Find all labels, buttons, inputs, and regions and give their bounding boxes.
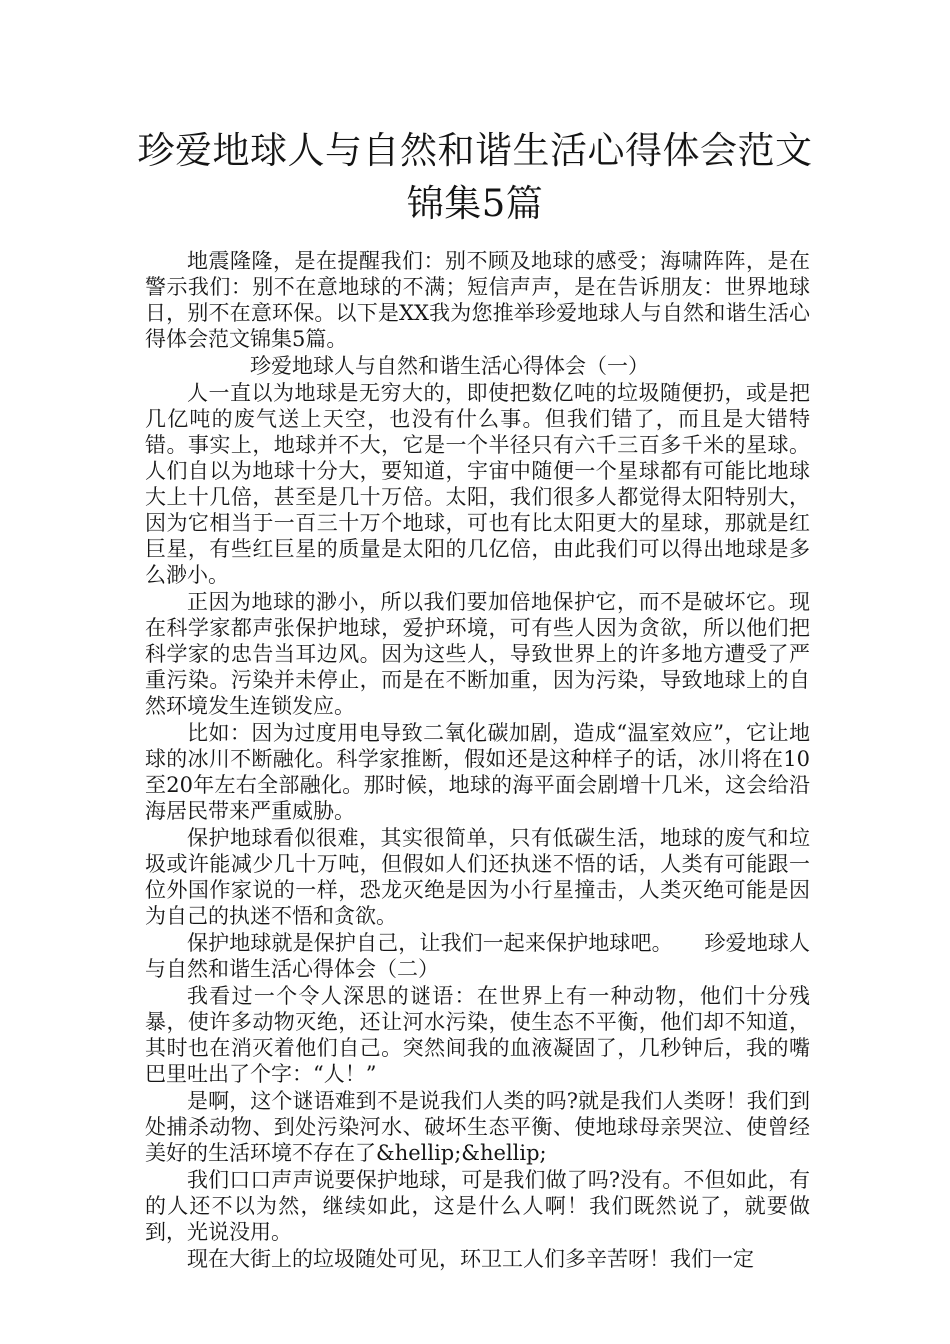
body-paragraph-truncated: 现在大街上的垃圾随处可见，环卫工人们多辛苦呀！我们一定 (187, 1247, 754, 1271)
document-title (130, 124, 820, 230)
body-paragraph: 正因为地球的渺小，所以我们要加倍地保护它，而不是破坏它。现在科学家都声张保护地球，爱护环境，可有些人因为贪欲，所以他们把科学家的忠告当耳边风。因为这些人，导致世界上的许多地方遭受了严重污染。污染并未停止，而是在不断加重，因为污染，导致地球上的自然环境发生连锁发应。 (145, 590, 810, 718)
body-paragraph: 我们口口声声说要保护地球，可是我们做了吗?没有。不但如此，有的人还不以为然，继续如此，这是什么人啊！我们既然说了，就要做到，光说没用。 (145, 1168, 810, 1244)
body-paragraph: 是啊，这个谜语难到不是说我们人类的吗?就是我们人类呀！我们到处捕杀动物、到处污染河水、破坏生态平衡、使地球母亲哭泣、使曾经美好的生活环境不存在了&hellip;&hellip; (145, 1089, 810, 1165)
body-paragraph: 保护地球看似很难，其实很简单，只有低碳生活，地球的废气和垃圾或许能减少几十万吨，但假如人们还执迷不悟的话，人类有可能跟一位外国作家说的一样，恐龙灭绝是因为小行星撞击，人类灭绝可能是因为自己的执迷不悟和贪欲。 (145, 826, 810, 928)
title-line-2: 锦集5篇 (406, 182, 544, 225)
document-body (145, 248, 810, 1273)
body-paragraph-with-heading-2: 保护地球就是保护自己，让我们一起来保护地球吧。 珍爱地球人与自然和谐生活心得体会（二） (145, 931, 810, 981)
section-heading-1: 珍爱地球人与自然和谐生活心得体会（一） (250, 354, 649, 378)
title-line-1: 珍爱地球人与自然和谐生活心得体会范文 (137, 129, 813, 172)
body-paragraph: 比如：因为过度用电导致二氧化碳加剧，造成“温室效应”，它让地球的冰川不断融化。科学家推断，假如还是这种样子的话，冰川将在10至20年左右全部融化。那时候，地球的海平面会剧增十几米，这会给沿海居民带来严重威胁。 (145, 721, 810, 823)
intro-paragraph: 地震隆隆，是在提醒我们：别不顾及地球的感受；海啸阵阵，是在警示我们：别不在意地球的不满；短信声声，是在告诉朋友：世界地球日，别不在意环保。以下是XX我为您推举珍爱地球人与自然和谐生活心得体会范文锦集5篇。 (145, 249, 810, 351)
body-paragraph: 我看过一个令人深思的谜语：在世界上有一种动物，他们十分残暴，使许多动物灭绝，还让河水污染，使生态不平衡，他们却不知道，其时也在消灭着他们自己。突然间我的血液凝固了，几秒钟后，我的嘴巴里吐出了个字：“人！” (145, 984, 810, 1086)
body-paragraph: 人一直以为地球是无穷大的，即使把数亿吨的垃圾随便扔，或是把几亿吨的废气送上天空，也没有什么事。但我们错了，而且是大错特错。事实上，地球并不大，它是一个半径只有六千三百多千米的星球。人们自以为地球十分大，要知道，宇宙中随便一个星球都有可能比地球大上十几倍，甚至是几十万倍。太阳，我们很多人都觉得太阳特别大，因为它相当于一百三十万个地球，可也有比太阳更大的星球，那就是红巨星，有些红巨星的质量是太阳的几亿倍，由此我们可以得出地球是多么渺小。 (145, 381, 810, 587)
